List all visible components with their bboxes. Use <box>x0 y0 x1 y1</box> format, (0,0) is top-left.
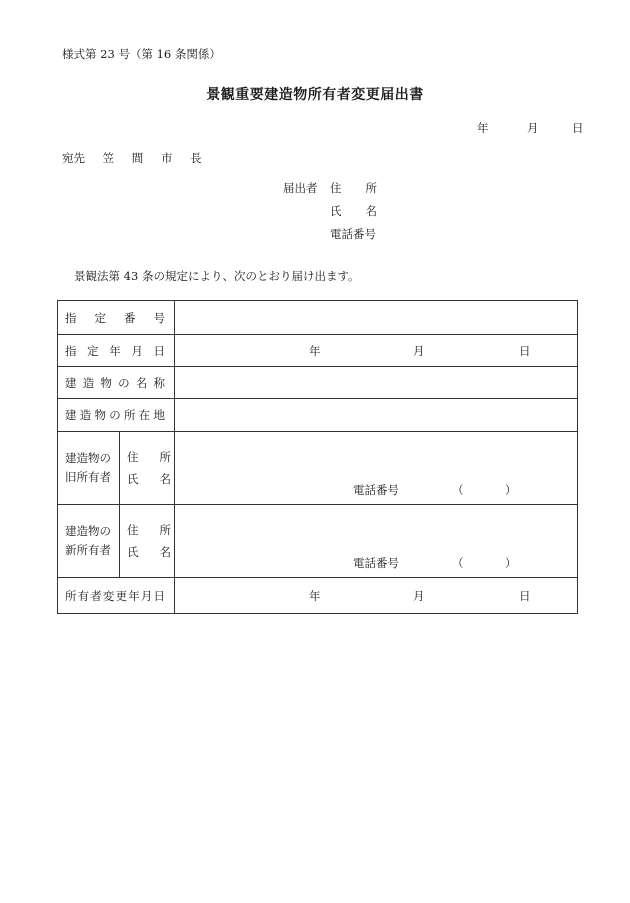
applicant-address-label: 住 所 <box>330 181 377 195</box>
row-building-name <box>58 367 578 399</box>
submission-date-month: 月 <box>527 121 539 135</box>
applicant-label: 届出者 <box>283 181 318 195</box>
row-new-owner <box>58 505 578 578</box>
building-location-field[interactable] <box>175 399 578 432</box>
label-old-owner-group: 建造物の 旧所有者 <box>58 432 120 505</box>
designation-number-field[interactable] <box>175 301 578 335</box>
document-title: 景観重要建造物所有者変更届出書 <box>206 87 424 103</box>
row-designation-number <box>58 301 578 335</box>
row-change-date <box>58 578 578 614</box>
building-name-field[interactable] <box>175 367 578 399</box>
label-new-owner-fields: 住 所 氏 名 <box>120 505 175 578</box>
label-new-owner-group: 建造物の 新所有者 <box>58 505 120 578</box>
designation-date-field[interactable]: 年 月 日 <box>175 335 578 367</box>
old-owner-phone-label: 電話番号 <box>353 483 399 497</box>
label-designation-number: 指 定 番 号 <box>58 301 175 335</box>
change-date-field[interactable]: 年 月 日 <box>175 578 578 614</box>
label-old-owner-fields: 住 所 氏 名 <box>120 432 175 505</box>
old-owner-field[interactable]: 電話番号 （ ） <box>175 432 578 505</box>
new-owner-field[interactable]: 電話番号 （ ） <box>175 505 578 578</box>
form-number: 様式第 23 号（第 16 条関係） <box>62 47 221 61</box>
notification-table <box>57 300 578 614</box>
applicant-name-label: 氏 名 <box>330 204 377 218</box>
applicant-phone-label: 電話番号 <box>330 227 376 241</box>
label-designation-date: 指 定 年 月 日 <box>58 335 175 367</box>
submission-date-year: 年 <box>477 121 489 135</box>
intro-sentence: 景観法第 43 条の規定により、次のとおり届け出ます。 <box>74 269 360 283</box>
label-building-location: 建 造 物 の 所 在 地 <box>58 399 175 432</box>
addressee: 宛先 笠 間 市 長 <box>62 151 202 165</box>
row-old-owner <box>58 432 578 505</box>
row-designation-date <box>58 335 578 367</box>
row-building-location <box>58 399 578 432</box>
new-owner-phone-label: 電話番号 <box>353 556 399 570</box>
submission-date-day: 日 <box>572 121 584 135</box>
label-change-date: 所 有 者 変 更 年 月 日 <box>58 578 175 614</box>
label-building-name: 建 造 物 の 名 称 <box>58 367 175 399</box>
